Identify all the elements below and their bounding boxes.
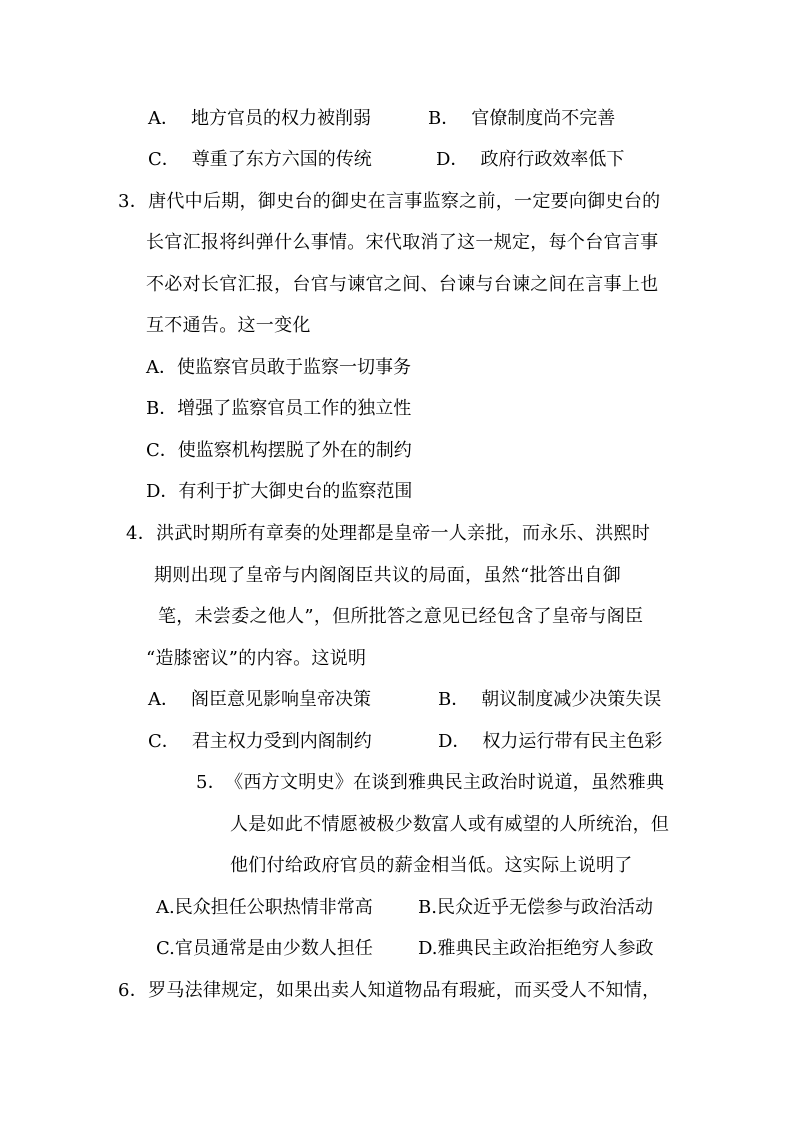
q4-option-d-text: 权力运行带有民主色彩 [482, 731, 663, 752]
q4-stem-line-2: 期则出现了皇帝与内阁阁臣共议的局面，虽然“批答出自御 [154, 565, 621, 586]
q4-option-c [148, 731, 372, 753]
q2-option-b-label: B． [428, 108, 460, 129]
q3-option-c: C．使监察机构摆脱了外在的制约 [146, 440, 412, 461]
q3-stem-text-1: 唐代中后期，御史台的御史在言事监察之前，一定要向御史台的 [148, 191, 661, 212]
q2-option-c-label: C． [148, 149, 180, 170]
q3-option-a: A．使监察官员敢于监察一切事务 [146, 357, 411, 378]
q4-option-c-text: 君主权力受到内阁制约 [191, 731, 372, 752]
q4-number: 4． [126, 523, 157, 544]
q2-option-b [428, 108, 615, 130]
q4-option-b [438, 689, 661, 711]
q2-option-d-label: D． [436, 149, 469, 170]
q3-option-d: D．有利于扩大御史台的监察范围 [146, 481, 413, 502]
q4-stem-line-4: “造膝密议”的内容。这说明 [146, 648, 367, 669]
q2-option-d [436, 149, 624, 171]
q4-option-d-label: D． [438, 731, 471, 752]
q5-stem-line-3: 他们付给政府官员的薪金相当低。这实际上说明了 [230, 855, 633, 876]
q2-option-c [148, 149, 372, 171]
q6-stem-line-1 [118, 980, 660, 1002]
q6-stem-text-1: 罗马法律规定，如果出卖人知道物品有瑕疵，而买受人不知情， [148, 980, 661, 1001]
q6-number: 6． [118, 980, 149, 1001]
q4-option-c-label: C． [148, 731, 180, 752]
q4-stem-line-3: 笔，未尝委之他人”，但所批答之意见已经包含了皇帝与阁臣 [158, 606, 644, 627]
q5-stem-text-1: 《西方文明史》在谈到雅典民主政治时说道，虽然雅典 [234, 772, 665, 793]
q2-option-b-text: 官僚制度尚不完善 [471, 108, 616, 129]
q4-option-d [438, 731, 662, 753]
q3-stem-line-3: 不必对长官汇报，台官与谏官之间、台谏与台谏之间在言事上也 [146, 274, 659, 295]
q4-option-a-label: A． [148, 689, 179, 710]
q2-option-d-text: 政府行政效率低下 [480, 149, 625, 170]
q2-option-a [148, 108, 371, 130]
q4-option-a [148, 689, 371, 711]
q5-stem-line-1 [196, 772, 664, 794]
q5-option-c: C.官员通常是由少数人担任 [156, 938, 373, 959]
q2-option-c-text: 尊重了东方六国的传统 [191, 149, 372, 170]
q3-stem-line-4: 互不通告。这一变化 [146, 315, 311, 336]
q5-stem-line-2: 人是如此不情愿被极少数富人或有威望的人所统治，但 [230, 814, 670, 835]
q3-stem-line-2: 长官汇报将纠弹什么事情。宋代取消了这一规定，每个台官言事 [146, 232, 659, 253]
q2-option-a-label: A． [148, 108, 179, 129]
q5-number: 5． [196, 772, 227, 793]
q2-option-a-text: 地方官员的权力被削弱 [191, 108, 371, 129]
q4-option-b-label: B． [438, 689, 470, 710]
q5-option-d: D.雅典民主政治拒绝穷人参政 [418, 938, 654, 959]
q4-stem-text-1: 洪武时期所有章奏的处理都是皇帝一人亲批，而永乐、洪熙时 [156, 523, 651, 544]
q3-number: 3． [118, 191, 149, 212]
q3-stem-line-1 [118, 191, 660, 213]
q3-option-b: B．增强了监察官员工作的独立性 [146, 398, 412, 419]
q4-stem-line-1 [126, 523, 650, 545]
q5-option-a: A.民众担任公职热情非常高 [156, 897, 373, 918]
q4-option-b-text: 朝议制度减少决策失误 [481, 689, 662, 710]
q5-option-b: B.民众近乎无偿参与政治活动 [418, 897, 653, 918]
q4-option-a-text: 阁臣意见影响皇帝决策 [191, 689, 371, 710]
